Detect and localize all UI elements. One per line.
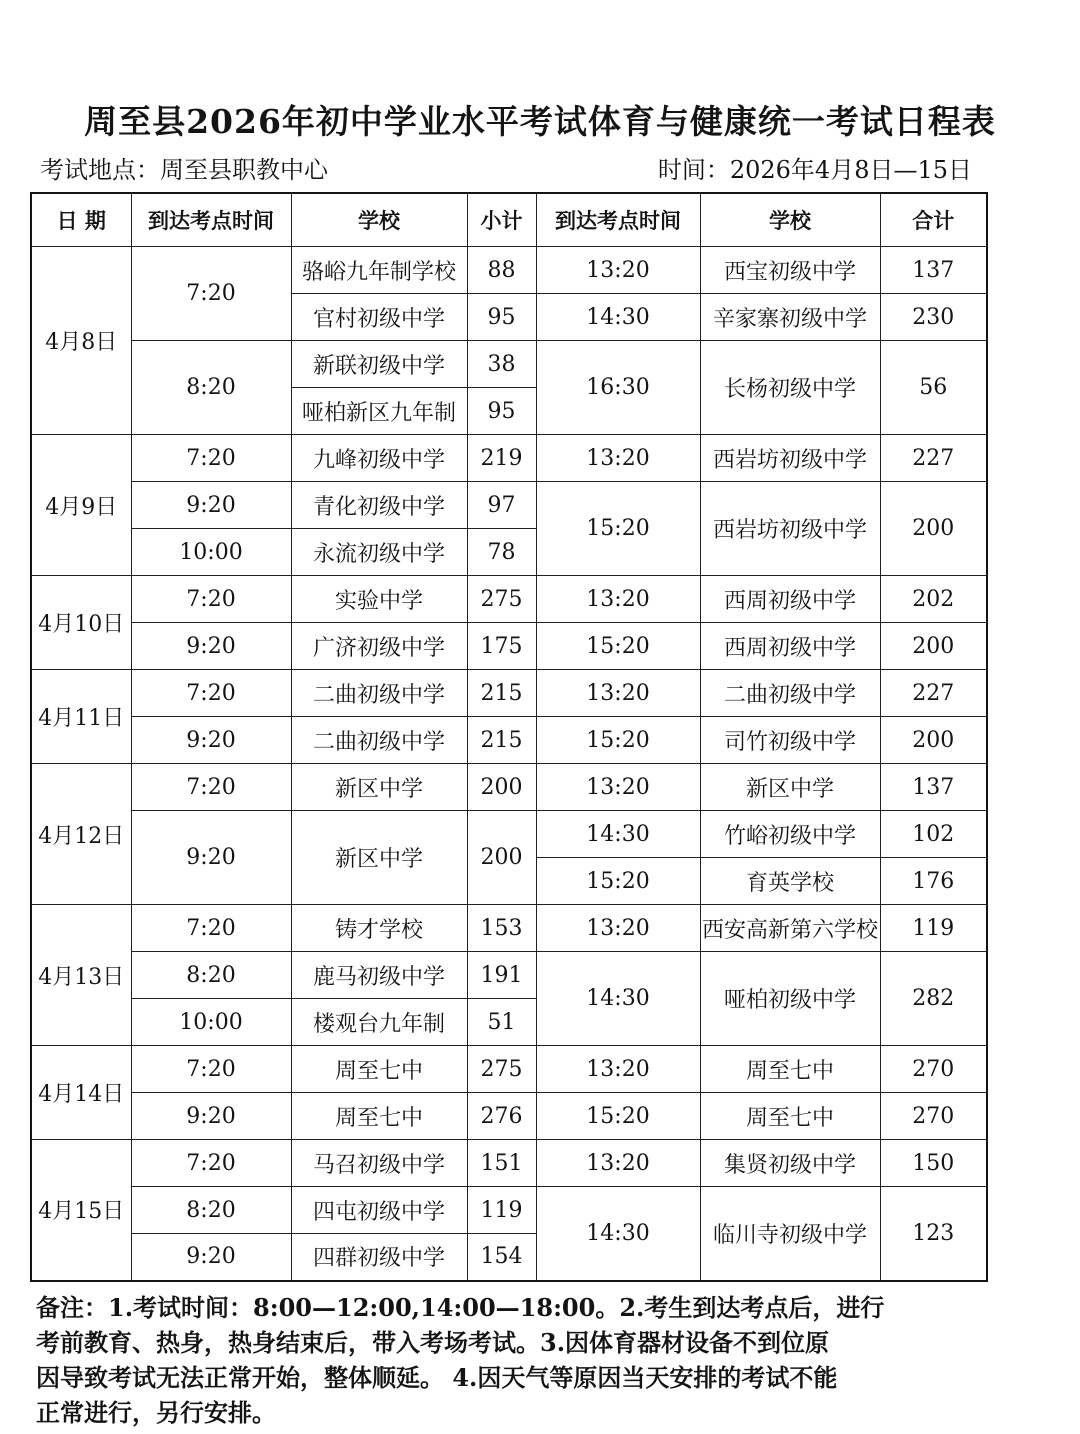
arrival-time-cell: 7:20 [131,1140,291,1187]
school-cell: 二曲初级中学 [291,670,467,717]
remarks-line: 考前教育、热身，热身结束后，带入考场考试。3.因体育器材设备不到位原 [36,1328,830,1357]
arrival-time-cell: 13:20 [536,1046,700,1093]
school-cell: 实验中学 [291,576,467,623]
subtotal-cell: 119 [467,1187,536,1234]
arrival-time-cell: 15:20 [536,1093,700,1140]
date-cell: 4月10日 [31,576,131,670]
arrival-time-cell: 15:20 [536,482,700,576]
remarks-line: 备注：1.考试时间：8:00—12:00,14:00—18:00。2.考生到达考点后，进行 [36,1293,885,1322]
school-cell: 骆峪九年制学校 [291,247,467,294]
date-cell: 4月13日 [31,905,131,1046]
school-cell: 周至七中 [291,1046,467,1093]
school-cell: 官村初级中学 [291,294,467,341]
arrival-time-cell: 13:20 [536,670,700,717]
subtotal-cell: 275 [467,576,536,623]
table-row [31,482,987,529]
school-cell: 西岩坊初级中学 [700,435,880,482]
school-cell: 马召初级中学 [291,1140,467,1187]
school-cell: 新区中学 [291,811,467,905]
arrival-time-cell: 9:20 [131,482,291,529]
arrival-time-cell: 7:20 [131,1046,291,1093]
arrival-time-cell: 14:30 [536,294,700,341]
page-title: 周至县2026年初中学业水平考试体育与健康统一考试日程表 [84,102,996,141]
school-cell: 哑柏新区九年制 [291,388,467,435]
table-row [31,952,987,999]
date-cell: 4月9日 [31,435,131,576]
date-cell: 4月15日 [31,1140,131,1281]
subtotal-cell: 154 [467,1234,536,1281]
header-school-am: 学校 [291,193,467,247]
arrival-time-cell: 15:20 [536,858,700,905]
table-row [31,717,987,764]
school-cell: 楼观台九年制 [291,999,467,1046]
subtotal-cell: 191 [467,952,536,999]
subtotal-cell: 38 [467,341,536,388]
arrival-time-cell: 13:20 [536,247,700,294]
school-cell: 周至七中 [700,1093,880,1140]
arrival-time-cell: 15:20 [536,623,700,670]
total-cell: 200 [880,717,987,764]
arrival-time-cell: 13:20 [536,1140,700,1187]
exam-period: 时间：2026年4月8日—15日 [657,156,972,184]
total-cell: 227 [880,435,987,482]
school-cell: 西周初级中学 [700,623,880,670]
header-subtotal: 小计 [467,193,536,247]
total-cell: 282 [880,952,987,1046]
date-cell: 4月14日 [31,1046,131,1140]
arrival-time-cell: 14:30 [536,1187,700,1281]
arrival-time-cell: 7:20 [131,247,291,341]
arrival-time-cell: 7:20 [131,670,291,717]
arrival-time-cell: 7:20 [131,764,291,811]
school-cell: 长杨初级中学 [700,341,880,435]
arrival-time-cell: 15:20 [536,717,700,764]
header-arrival-time-am: 到达考点时间 [131,193,291,247]
header-total: 合计 [880,193,987,247]
arrival-time-cell: 9:20 [131,1093,291,1140]
total-cell: 56 [880,341,987,435]
total-cell: 150 [880,1140,987,1187]
table-row [31,247,987,294]
remarks-line: 因导致考试无法正常开始，整体顺延。 4.因天气等原因当天安排的考试不能 [36,1363,838,1392]
total-cell: 270 [880,1093,987,1140]
school-cell: 新区中学 [291,764,467,811]
arrival-time-cell: 10:00 [131,529,291,576]
subtotal-cell: 200 [467,764,536,811]
table-row [31,1140,987,1187]
arrival-time-cell: 16:30 [536,341,700,435]
school-cell: 西岩坊初级中学 [700,482,880,576]
subtotal-cell: 151 [467,1140,536,1187]
table-row [31,623,987,670]
header-school-pm: 学校 [700,193,880,247]
table-row [31,1046,987,1093]
remarks [36,1290,996,1430]
arrival-time-cell: 8:20 [131,952,291,999]
subtotal-cell: 88 [467,247,536,294]
table-row [31,1093,987,1140]
school-cell: 集贤初级中学 [700,1140,880,1187]
arrival-time-cell: 9:20 [131,623,291,670]
table-row [31,811,987,858]
school-cell: 二曲初级中学 [291,717,467,764]
arrival-time-cell: 7:20 [131,435,291,482]
header-row [31,193,987,247]
table-row [31,670,987,717]
arrival-time-cell: 9:20 [131,811,291,905]
school-cell: 四屯初级中学 [291,1187,467,1234]
school-cell: 铸才学校 [291,905,467,952]
arrival-time-cell: 13:20 [536,905,700,952]
subtotal-cell: 175 [467,623,536,670]
arrival-time-cell: 13:20 [536,576,700,623]
school-cell: 临川寺初级中学 [700,1187,880,1281]
subtotal-cell: 275 [467,1046,536,1093]
table-row [31,341,987,388]
school-cell: 青化初级中学 [291,482,467,529]
arrival-time-cell: 9:20 [131,717,291,764]
school-cell: 司竹初级中学 [700,717,880,764]
subtotal-cell: 51 [467,999,536,1046]
table-row [31,764,987,811]
school-cell: 周至七中 [291,1093,467,1140]
total-cell: 176 [880,858,987,905]
table-row [31,905,987,952]
school-cell: 永流初级中学 [291,529,467,576]
schedule-table [30,192,988,1282]
school-cell: 周至七中 [700,1046,880,1093]
arrival-time-cell: 14:30 [536,952,700,1046]
school-cell: 西宝初级中学 [700,247,880,294]
subtotal-cell: 95 [467,388,536,435]
date-cell: 4月11日 [31,670,131,764]
date-cell: 4月12日 [31,764,131,905]
school-cell: 竹峪初级中学 [700,811,880,858]
table-row [31,576,987,623]
school-cell: 西安高新第六学校 [700,905,880,952]
subtotal-cell: 153 [467,905,536,952]
arrival-time-cell: 8:20 [131,1187,291,1234]
exam-location: 考试地点：周至县职教中心 [40,156,328,184]
total-cell: 230 [880,294,987,341]
total-cell: 227 [880,670,987,717]
arrival-time-cell: 9:20 [131,1234,291,1281]
subtotal-cell: 215 [467,717,536,764]
remarks-line: 正常进行，另行安排。 [36,1398,276,1427]
total-cell: 137 [880,764,987,811]
subtotal-cell: 200 [467,811,536,905]
subtotal-cell: 95 [467,294,536,341]
school-cell: 育英学校 [700,858,880,905]
arrival-time-cell: 14:30 [536,811,700,858]
arrival-time-cell: 10:00 [131,999,291,1046]
subtotal-cell: 78 [467,529,536,576]
arrival-time-cell: 13:20 [536,435,700,482]
arrival-time-cell: 8:20 [131,341,291,435]
total-cell: 119 [880,905,987,952]
table-row [31,1187,987,1234]
school-cell: 辛家寨初级中学 [700,294,880,341]
school-cell: 鹿马初级中学 [291,952,467,999]
total-cell: 270 [880,1046,987,1093]
subtotal-cell: 215 [467,670,536,717]
school-cell: 新区中学 [700,764,880,811]
school-cell: 四群初级中学 [291,1234,467,1281]
total-cell: 102 [880,811,987,858]
total-cell: 202 [880,576,987,623]
total-cell: 200 [880,623,987,670]
subtotal-cell: 219 [467,435,536,482]
subtotal-cell: 97 [467,482,536,529]
school-cell: 广济初级中学 [291,623,467,670]
school-cell: 二曲初级中学 [700,670,880,717]
header-date: 日 期 [31,193,131,247]
table-row [31,435,987,482]
subtotal-cell: 276 [467,1093,536,1140]
school-cell: 西周初级中学 [700,576,880,623]
total-cell: 137 [880,247,987,294]
header-arrival-time-pm: 到达考点时间 [536,193,700,247]
total-cell: 200 [880,482,987,576]
arrival-time-cell: 7:20 [131,576,291,623]
school-cell: 新联初级中学 [291,341,467,388]
date-cell: 4月8日 [31,247,131,435]
total-cell: 123 [880,1187,987,1281]
arrival-time-cell: 13:20 [536,764,700,811]
school-cell: 哑柏初级中学 [700,952,880,1046]
arrival-time-cell: 7:20 [131,905,291,952]
school-cell: 九峰初级中学 [291,435,467,482]
